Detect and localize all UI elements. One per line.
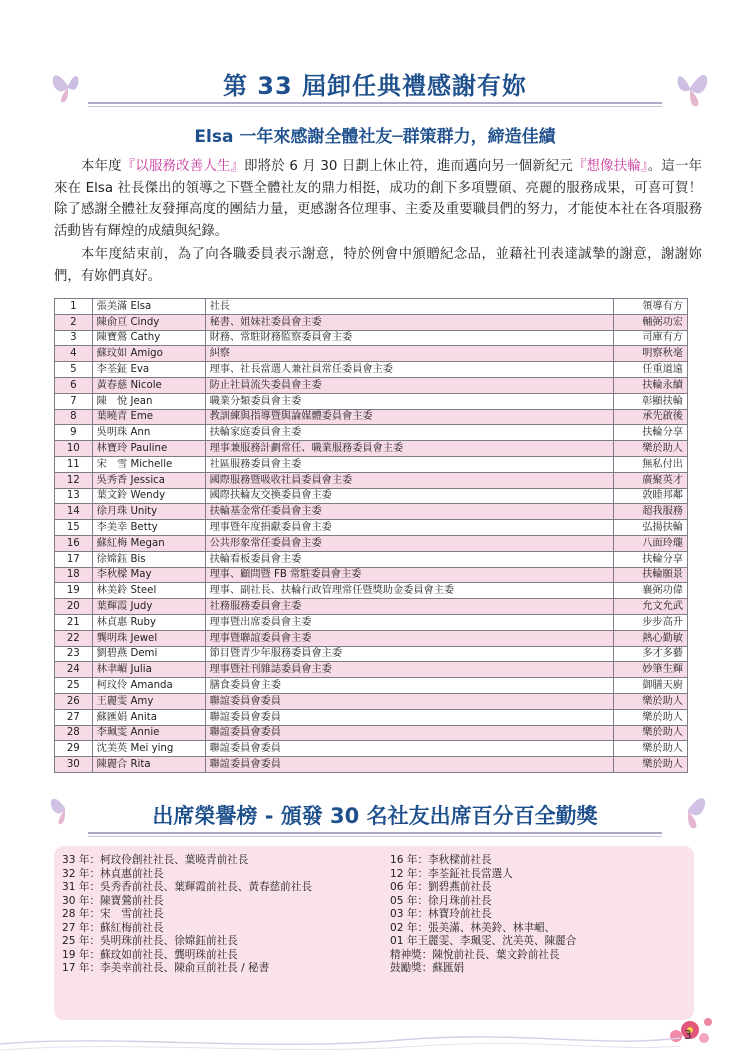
member-motto: 步步高升: [613, 614, 687, 630]
member-motto: 御膳天廚: [613, 678, 687, 694]
attendance-entry: 02 年：張美滿、林美鈴、林聿嵋、: [390, 921, 556, 934]
table-row: [55, 614, 688, 630]
title-divider: [88, 102, 662, 104]
member-role: 扶輪家庭委員會主委: [205, 425, 613, 441]
table-row: [55, 346, 688, 362]
member-number: 18: [55, 567, 93, 583]
paragraph-text: 。這一年來在 Elsa 社長傑出的領導之下暨全體社友的鼎力相挺，成功的創下多項豐碩、亮麗的服務成果，可喜可賀！除了感謝全體社友發揮高度的團結力量，更感謝各位理事、主委及重要職員們的努力，才能使本社在各項服務活動皆有輝煌的成績與紀錄。: [54, 159, 702, 239]
member-number: 2: [55, 314, 93, 330]
member-role: 理事暨出席委員會主委: [205, 614, 613, 630]
member-name: 吳明珠 Ann: [92, 425, 205, 441]
member-number: 7: [55, 393, 93, 409]
table-row: [55, 693, 688, 709]
member-name: 徐嫦鈺 Bis: [92, 551, 205, 567]
table-row: [55, 472, 688, 488]
member-number: 13: [55, 488, 93, 504]
member-name: 王麗雯 Amy: [92, 693, 205, 709]
member-number: 1: [55, 299, 93, 315]
member-name: 林聿嵋 Julia: [92, 662, 205, 678]
member-motto: 樂於助人: [613, 709, 687, 725]
member-motto: 多才多藝: [613, 646, 687, 662]
member-motto: 輔弼功宏: [613, 314, 687, 330]
member-name: 蘇匯娟 Anita: [92, 709, 205, 725]
member-role: 理事暨聯誼委員會主委: [205, 630, 613, 646]
member-role: 教訓練與指導暨與論媒體委員會主委: [205, 409, 613, 425]
member-role: 扶輪基金常任委員會主委: [205, 504, 613, 520]
member-number: 19: [55, 583, 93, 599]
attendance-entry: 鼓勵獎：蘇匯娟: [390, 962, 465, 974]
member-number: 15: [55, 520, 93, 536]
member-number: 26: [55, 693, 93, 709]
member-number: 24: [55, 662, 93, 678]
member-motto: 扶輪分享: [613, 551, 687, 567]
member-number: 10: [55, 441, 93, 457]
attendance-entry: 03 年：林寶玲前社長: [390, 908, 492, 920]
member-motto: 樂於助人: [613, 693, 687, 709]
member-number: 28: [55, 725, 93, 741]
member-role: 理事暨社刊雜誌委員會主委: [205, 662, 613, 678]
member-role: 公共形象常任委員會主委: [205, 535, 613, 551]
table-row: [55, 757, 688, 773]
member-motto: 樂於助人: [613, 757, 687, 773]
member-motto: 任重道遠: [613, 362, 687, 378]
member-number: 4: [55, 346, 93, 362]
member-number: 12: [55, 472, 93, 488]
member-number: 3: [55, 330, 93, 346]
member-number: 16: [55, 535, 93, 551]
member-role: 理事暨年度捐獻委員會主委: [205, 520, 613, 536]
member-number: 11: [55, 456, 93, 472]
member-motto: 彰顯扶輪: [613, 393, 687, 409]
member-number: 27: [55, 709, 93, 725]
attendance-entry: 05 年：徐月珠前社長: [390, 894, 492, 907]
member-role: 社長: [205, 299, 613, 315]
attendance-entry: 01 年王麗雯、李珮雯、沈美英、陳麗合: [390, 935, 577, 947]
member-motto: 樂於助人: [613, 741, 687, 757]
member-motto: 扶輪願景: [613, 567, 687, 583]
member-number: 25: [55, 678, 93, 694]
member-motto: 廣聚英才: [613, 472, 687, 488]
member-name: 李珮雯 Annie: [92, 725, 205, 741]
member-motto: 司庫有方: [613, 330, 687, 346]
member-number: 8: [55, 409, 93, 425]
member-motto: 襄弼功偉: [613, 583, 687, 599]
table-row: [55, 393, 688, 409]
footer-swirl-icon: [0, 1026, 680, 1056]
member-name: 沈美英 Mei ying: [92, 741, 205, 757]
member-motto: 八面玲瓏: [613, 535, 687, 551]
member-name: 林寶玲 Pauline: [92, 441, 205, 457]
member-role: 聯誼委員會委員: [205, 725, 613, 741]
member-name: 徐月珠 Unity: [92, 504, 205, 520]
table-row: [55, 535, 688, 551]
table-row: [55, 678, 688, 694]
attendance-divider: [88, 832, 662, 834]
member-name: 蘇紅梅 Megan: [92, 535, 205, 551]
member-role: 社區服務委員會主委: [205, 456, 613, 472]
member-number: 17: [55, 551, 93, 567]
member-name: 陳俞亘 Cindy: [92, 314, 205, 330]
attendance-entry: 28 年：宋 雪前社長: [62, 908, 164, 920]
paragraph-text: 即將於 6 月 30 日劃上休止符，進而邁向另一個新紀元: [244, 159, 573, 174]
member-number: 30: [55, 757, 93, 773]
member-motto: 樂於助人: [613, 725, 687, 741]
table-row: [55, 314, 688, 330]
page-subtitle: Elsa 一年來感謝全體社友─群策群力，締造佳績: [194, 127, 556, 147]
member-name: 葉文鈴 Wendy: [92, 488, 205, 504]
member-motto: 承先啟後: [613, 409, 687, 425]
page-title: 第 33 屆卸任典禮感謝有妳: [222, 72, 528, 100]
member-role: 節目暨青少年服務委員會主委: [205, 646, 613, 662]
member-name: 宋 雪 Michelle: [92, 456, 205, 472]
table-row: [55, 567, 688, 583]
member-name: 葉曉青 Eme: [92, 409, 205, 425]
member-number: 29: [55, 741, 93, 757]
member-name: 陳麗合 Rita: [92, 757, 205, 773]
member-role: 理事兼服務計劃常任、職業服務委員會主委: [205, 441, 613, 457]
member-role: 社務服務委員會主委: [205, 599, 613, 615]
table-row: [55, 330, 688, 346]
table-row: [55, 583, 688, 599]
table-row: [55, 630, 688, 646]
table-row: [55, 662, 688, 678]
attendance-entry: 32 年：林貞惠前社長: [62, 867, 164, 880]
attendance-entry: 精神獎：陳悅前社長、葉文鈴前社長: [390, 948, 560, 961]
member-role: 國際服務暨吸收社員委員會主委: [205, 472, 613, 488]
table-row: [55, 725, 688, 741]
attendance-entry: 25 年：吳明珠前社長、徐嫦鈺前社長: [62, 935, 238, 947]
member-number: 20: [55, 599, 93, 615]
member-role: 國際扶輪友交換委員會主委: [205, 488, 613, 504]
member-number: 6: [55, 377, 93, 393]
table-row: [55, 646, 688, 662]
member-number: 5: [55, 362, 93, 378]
table-row: [55, 377, 688, 393]
member-name: 陳 悅 Jean: [92, 393, 205, 409]
table-row: [55, 741, 688, 757]
attendance-entry: 27 年：蘇紅梅前社長: [62, 921, 164, 934]
member-thanks-table: [54, 298, 688, 773]
table-row: [55, 441, 688, 457]
table-row: [55, 520, 688, 536]
member-number: 21: [55, 614, 93, 630]
member-number: 22: [55, 630, 93, 646]
quoted-theme: 『想像扶輪』: [572, 159, 648, 174]
member-motto: 敦睦邦鄰: [613, 488, 687, 504]
member-role: 防止社員流失委員會主委: [205, 377, 613, 393]
attendance-divider: [88, 836, 662, 837]
member-name: 龔明珠 Jewel: [92, 630, 205, 646]
member-role: 理事、副社長、扶輪行政管理常任暨獎助金委員會主委: [205, 583, 613, 599]
member-motto: 弘揚扶輪: [613, 520, 687, 536]
member-number: 9: [55, 425, 93, 441]
member-motto: 明察秋毫: [613, 346, 687, 362]
member-role: 財務、常駐財務監察委員會主委: [205, 330, 613, 346]
member-name: 蘇玟如 Amigo: [92, 346, 205, 362]
table-row: [55, 504, 688, 520]
member-role: 聯誼委員會委員: [205, 757, 613, 773]
member-motto: 扶輪永續: [613, 377, 687, 393]
member-motto: 允文允武: [613, 599, 687, 615]
member-motto: 樂於助人: [613, 441, 687, 457]
table-row: [55, 299, 688, 315]
attendance-entry: 31 年：吳秀香前社長、葉輝霞前社長、黃春慈前社長: [62, 881, 312, 893]
thanks-paragraph: 本年度結束前，為了向各職委員表示謝意，特於例會中頒贈紀念品，並藉社刊表達誠摯的謝意，謝謝妳們，有妳們真好。: [54, 247, 702, 284]
paragraph-text: 本年度: [81, 159, 122, 174]
member-motto: 扶輪分享: [613, 425, 687, 441]
member-motto: 妙筆生輝: [613, 662, 687, 678]
page-number: 3: [684, 1028, 692, 1042]
member-name: 李秋樑 May: [92, 567, 205, 583]
member-name: 林美鈴 Steel: [92, 583, 205, 599]
member-motto: 無私付出: [613, 456, 687, 472]
member-motto: 熱心勤敏: [613, 630, 687, 646]
attendance-entry: 30 年：陳寶鶯前社長: [62, 894, 164, 907]
member-name: 黃春慈 Nicole: [92, 377, 205, 393]
member-name: 吳秀香 Jessica: [92, 472, 205, 488]
attendance-entry: 16 年：李秋樑前社長: [390, 854, 492, 866]
member-motto: 超我服務: [613, 504, 687, 520]
table-row: [55, 362, 688, 378]
attendance-entry: 17 年：李美幸前社長、陳俞亘前社長 / 秘書: [62, 962, 270, 974]
table-row: [55, 551, 688, 567]
member-name: 李荃鉦 Eva: [92, 362, 205, 378]
member-role: 膳食委員會主委: [205, 678, 613, 694]
member-name: 李美幸 Betty: [92, 520, 205, 536]
quoted-theme: 『以服務改善人生』: [121, 159, 245, 174]
attendance-entry: 33 年：柯玟伶創社社長、葉曉青前社長: [62, 854, 249, 866]
attendance-entry: 19 年：蘇玟如前社長、龔明珠前社長: [62, 948, 238, 961]
member-role: 秘書、姐妹社委員會主委: [205, 314, 613, 330]
member-role: 聯誼委員會委員: [205, 693, 613, 709]
table-row: [55, 709, 688, 725]
member-name: 林貞惠 Ruby: [92, 614, 205, 630]
member-role: 糾察: [205, 346, 613, 362]
attendance-title: 出席榮譽榜 - 頒發 30 名社友出席百分百全勤獎: [152, 804, 598, 828]
table-row: [55, 456, 688, 472]
member-name: 劉碧燕 Demi: [92, 646, 205, 662]
member-name: 陳寶鶯 Cathy: [92, 330, 205, 346]
member-name: 張美滿 Elsa: [92, 299, 205, 315]
member-role: 聯誼委員會委員: [205, 709, 613, 725]
attendance-entry: 12 年：李荃鉦社長當選人: [390, 867, 513, 880]
table-row: [55, 409, 688, 425]
member-role: 理事、社長當選人兼社員常任委員會主委: [205, 362, 613, 378]
member-role: 扶輪看板委員會主委: [205, 551, 613, 567]
member-role: 職業分類委員會主委: [205, 393, 613, 409]
member-number: 23: [55, 646, 93, 662]
title-divider: [88, 106, 662, 107]
member-role: 理事、顧問暨 FB 常駐委員會主委: [205, 567, 613, 583]
member-name: 柯玟伶 Amanda: [92, 678, 205, 694]
attendance-list-left: [62, 854, 312, 976]
intro-paragraph: [54, 156, 702, 242]
member-role: 聯誼委員會委員: [205, 741, 613, 757]
member-number: 14: [55, 504, 93, 520]
attendance-list-right: [390, 854, 576, 976]
attendance-entry: 06 年：劉碧燕前社長: [390, 881, 492, 893]
table-row: [55, 599, 688, 615]
member-name: 葉輝霞 Judy: [92, 599, 205, 615]
table-row: [55, 488, 688, 504]
member-motto: 領導有方: [613, 299, 687, 315]
table-row: [55, 425, 688, 441]
